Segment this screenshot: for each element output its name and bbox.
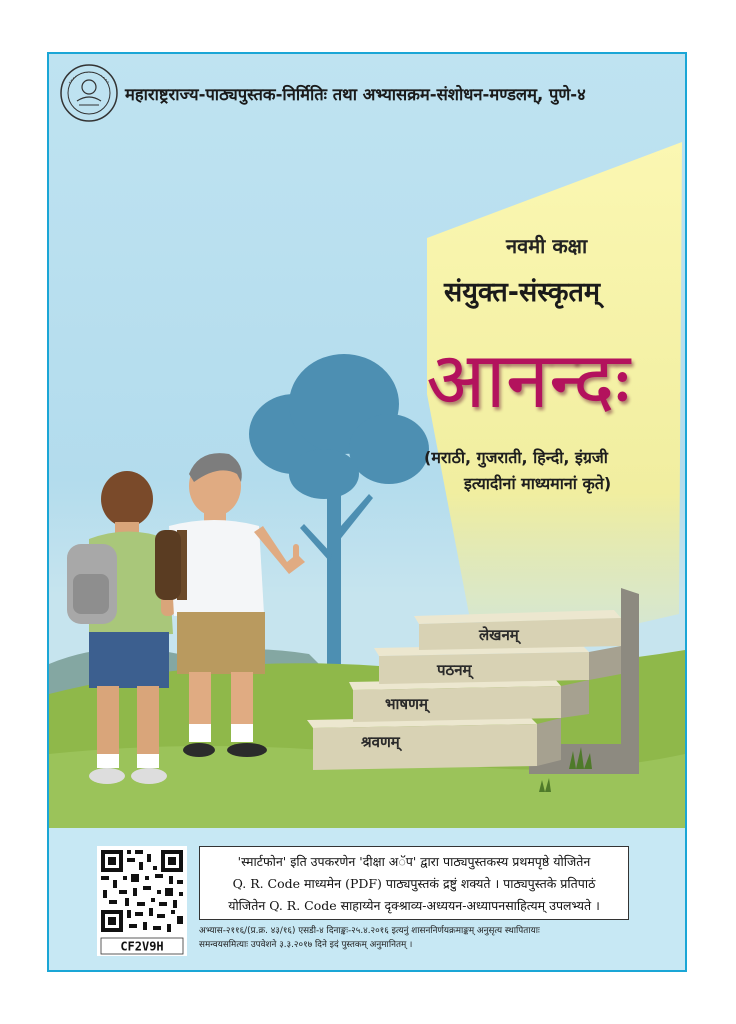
cover-frame xyxy=(47,52,687,972)
smartphone-note-box xyxy=(199,846,629,920)
approval-note-line1: अभ्यास-२११६/(प्र.क्र. ४३/१६) एसडी-४ दिनाङ्कः-२५.४.२०१६ इत्यनुं शासननिर्णयक्रमाङ्कम् अनुसृत्य स्थापितायाः xyxy=(199,926,540,936)
smartphone-note-line3: योजितेन Q. R. Code साहाय्येन दृक्श्राव्य-अध्ययन-अध्यापनसाहित्यम् उपलभ्यते । xyxy=(228,898,600,913)
smartphone-note-line1: 'स्मार्टफोन' इति उपकरणेन 'दीक्षा अॅप' द्वारा पाठ्यपुस्तकस्य प्रथमपृष्ठे योजितेन xyxy=(237,854,591,869)
qr-code[interactable] xyxy=(97,846,187,956)
qr-code-icon xyxy=(97,846,187,956)
publisher-name: महाराष्ट्रराज्य-पाठ्यपुस्तक-निर्मितिः तथा अभ्यासक्रम-संशोधन-मण्डलम्, पुणे-४ xyxy=(125,84,586,104)
cover-illustration xyxy=(49,54,685,828)
step-label-bhashanam: भाषणम् xyxy=(385,695,428,713)
tree xyxy=(249,354,429,674)
scene-illustration xyxy=(49,54,685,828)
smartphone-note-line2: Q. R. Code माध्यमेन (PDF) पाठ्यपुस्तकं द्रष्टुं शक्यते । पाठ्यपुस्तके प्रतिपाठं xyxy=(232,876,596,891)
step-label-lekhanam: लेखनम् xyxy=(479,626,519,644)
approval-note xyxy=(199,924,669,952)
medium-note-line1: (मराठी, गुजराती, हिन्दी, इंग्रजी xyxy=(424,448,608,467)
step-label-shravanam: श्रवणम् xyxy=(361,733,400,751)
medium-note-line2: इत्यादीनां माध्यमानां कृते) xyxy=(464,474,612,493)
info-band xyxy=(49,828,685,972)
qr-code-label: CF2V9H xyxy=(120,939,164,954)
grade-label: नवमी कक्षा xyxy=(506,234,588,258)
subject-title: संयुक्त-संस्कृतम् xyxy=(444,277,601,308)
approval-note-line2: समन्वयसमित्याः उपवेशने ३.३.२०१७ दिने इदं पुस्तकम् अनुमानितम् । xyxy=(199,940,413,950)
book-title: आनन्दः xyxy=(426,336,631,426)
step-label-pathanam: पठनम् xyxy=(437,661,472,679)
